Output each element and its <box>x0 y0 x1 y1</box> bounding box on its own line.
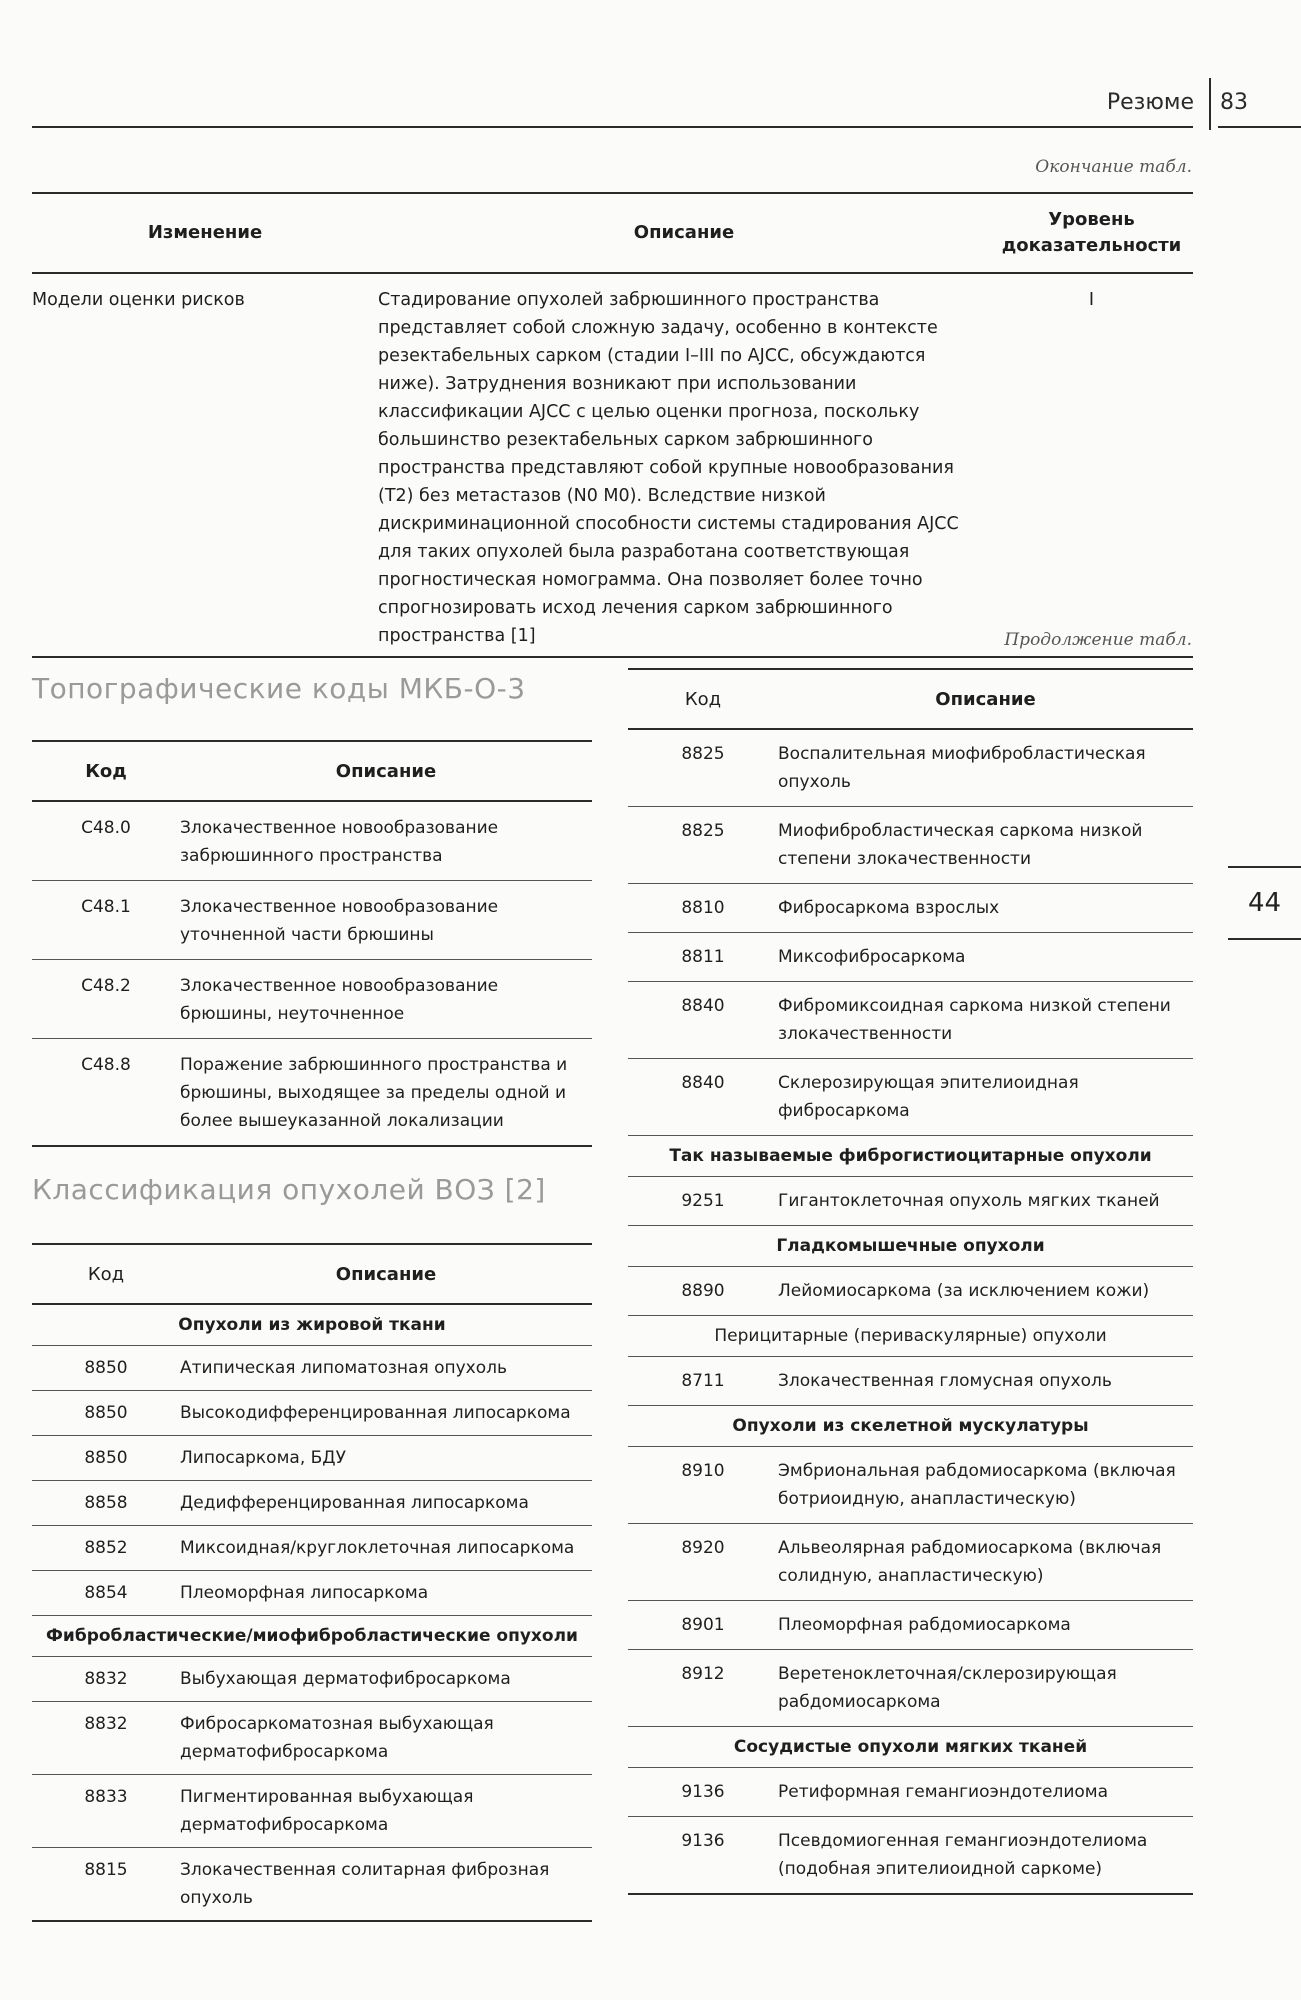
desc-cell: Злокачественное новообразование уточненной части брюшины <box>180 881 592 960</box>
table-row <box>32 1848 592 1922</box>
desc-cell: Воспалительная миофибробластическая опухоль <box>778 729 1193 807</box>
table-row <box>32 1391 592 1436</box>
evidence-table-header <box>32 193 1193 273</box>
table-row <box>32 1571 592 1616</box>
desc-cell: Псевдомиогенная гемангиоэндотелиома (подобная эпителиоидной саркоме) <box>778 1817 1193 1895</box>
table-row <box>32 801 592 881</box>
who-table-header <box>32 1244 592 1304</box>
table-row <box>628 1267 1193 1316</box>
code-cell: 8833 <box>32 1775 180 1848</box>
level-cell: I <box>1088 290 1095 310</box>
code-cell: 8858 <box>32 1481 180 1526</box>
table-row <box>628 1357 1193 1406</box>
topography-table <box>32 740 592 1147</box>
group-title: Опухоли из скелетной мускулатуры <box>628 1406 1193 1447</box>
group-row <box>628 1316 1193 1357</box>
desc-cell: Злокачественное новообразование брюшины, неуточненное <box>180 960 592 1039</box>
group-title: Сосудистые опухоли мягких тканей <box>628 1727 1193 1768</box>
table-row <box>32 1702 592 1775</box>
col-evidence-level: Уровень доказательности <box>990 193 1193 273</box>
code-cell: 8850 <box>32 1346 180 1391</box>
table-row <box>32 1657 592 1702</box>
table-row <box>628 807 1193 884</box>
code-cell: 8890 <box>628 1267 778 1316</box>
code-cell: 8852 <box>32 1526 180 1571</box>
desc-cell: Атипическая липоматозная опухоль <box>180 1346 592 1391</box>
table-row <box>32 1481 592 1526</box>
evidence-table <box>32 192 1193 658</box>
code-cell: 8811 <box>628 933 778 982</box>
code-cell: 8840 <box>628 982 778 1059</box>
code-cell: 8920 <box>628 1524 778 1601</box>
table-row <box>628 933 1193 982</box>
header-divider <box>1209 78 1211 130</box>
code-cell: C48.1 <box>32 881 180 960</box>
table-row <box>628 1447 1193 1524</box>
desc-cell: Эмбриональная рабдомиосаркома (включая ботриоидную, анапластическую) <box>778 1447 1193 1524</box>
desc-cell: Злокачественная солитарная фиброзная опухоль <box>180 1848 592 1922</box>
table-row <box>628 1768 1193 1817</box>
table-row <box>32 1039 592 1147</box>
header-rule-right <box>1218 126 1301 128</box>
desc-cell: Плеоморфная липосаркома <box>180 1571 592 1616</box>
who-classification-title: Классификация опухолей ВОЗ [2] <box>32 1173 546 1206</box>
group-row <box>32 1616 592 1657</box>
table-row <box>628 982 1193 1059</box>
group-row <box>628 1727 1193 1768</box>
desc-cell: Ретиформная гемангиоэндотелиома <box>778 1768 1193 1817</box>
col-change: Изменение <box>32 193 378 273</box>
table-row <box>628 1059 1193 1136</box>
desc-cell: Выбухающая дерматофибросаркома <box>180 1657 592 1702</box>
desc-cell: Плеоморфная рабдомиосаркома <box>778 1601 1193 1650</box>
code-cell: C48.8 <box>32 1039 180 1147</box>
group-title: Так называемые фиброгистиоцитарные опухоли <box>628 1136 1193 1177</box>
table-row <box>628 1817 1193 1895</box>
group-title: Перицитарные (периваскулярные) опухоли <box>628 1316 1193 1357</box>
col-description: Описание <box>778 669 1193 729</box>
code-cell: 9136 <box>628 1817 778 1895</box>
code-cell: 8810 <box>628 884 778 933</box>
code-cell: 8840 <box>628 1059 778 1136</box>
desc-cell: Высокодифференцированная липосаркома <box>180 1391 592 1436</box>
table-row <box>628 1524 1193 1601</box>
desc-cell: Фибросаркома взрослых <box>778 884 1193 933</box>
group-row <box>628 1226 1193 1267</box>
desc-cell: Поражение забрюшинного пространства и брюшины, выходящее за пределы одной и более вышеуказанной локализации <box>180 1039 592 1147</box>
group-title: Фибробластические/миофибробластические опухоли <box>32 1616 592 1657</box>
header-rule <box>32 126 1193 128</box>
code-cell: 8850 <box>32 1391 180 1436</box>
code-cell: 8912 <box>628 1650 778 1727</box>
code-cell: C48.0 <box>32 801 180 881</box>
table-row <box>32 1346 592 1391</box>
table-row <box>32 1526 592 1571</box>
desc-cell: Фибросаркоматозная выбухающая дерматофибросаркома <box>180 1702 592 1775</box>
running-title: Резюме <box>1106 90 1194 115</box>
chapter-tab: 44 <box>1228 866 1301 940</box>
code-cell: 8825 <box>628 729 778 807</box>
desc-cell: Злокачественное новообразование забрюшинного пространства <box>180 801 592 881</box>
group-row <box>628 1136 1193 1177</box>
topography-table-header <box>32 741 592 801</box>
group-row <box>628 1406 1193 1447</box>
continuation-caption: Продолжение табл. <box>1004 630 1192 650</box>
code-cell: 8815 <box>32 1848 180 1922</box>
desc-cell: Миофибробластическая саркома низкой степени злокачественности <box>778 807 1193 884</box>
desc-cell: Фибромиксоидная саркома низкой степени злокачественности <box>778 982 1193 1059</box>
col-description: Описание <box>180 741 592 801</box>
group-title: Гладкомышечные опухоли <box>628 1226 1193 1267</box>
continued-table-header <box>628 669 1193 729</box>
table-row <box>628 1601 1193 1650</box>
desc-cell: Пигментированная выбухающая дерматофибросаркома <box>180 1775 592 1848</box>
col-code: Код <box>628 669 778 729</box>
desc-cell: Липосаркома, БДУ <box>180 1436 592 1481</box>
code-cell: 8832 <box>32 1657 180 1702</box>
col-code: Код <box>32 1244 180 1304</box>
desc-cell: Альвеолярная рабдомиосаркома (включая солидную, анапластическую) <box>778 1524 1193 1601</box>
col-description: Описание <box>378 193 990 273</box>
code-cell: 8711 <box>628 1357 778 1406</box>
table-row <box>32 960 592 1039</box>
code-cell: 8832 <box>32 1702 180 1775</box>
desc-cell: Склерозирующая эпителиоидная фибросаркома <box>778 1059 1193 1136</box>
table-row <box>628 1650 1193 1727</box>
desc-cell: Лейомиосаркома (за исключением кожи) <box>778 1267 1193 1316</box>
table-row <box>32 881 592 960</box>
table-row <box>32 1436 592 1481</box>
table-row <box>32 273 1193 657</box>
top-table-caption: Окончание табл. <box>1035 157 1192 177</box>
group-row <box>32 1304 592 1346</box>
table-row <box>32 1775 592 1848</box>
topography-title: Топографические коды МКБ-О-3 <box>32 672 526 705</box>
group-title: Опухоли из жировой ткани <box>32 1304 592 1346</box>
code-cell: 8825 <box>628 807 778 884</box>
page-number: 83 <box>1220 90 1248 115</box>
desc-cell: Миксоидная/круглоклеточная липосаркома <box>180 1526 592 1571</box>
col-description: Описание <box>180 1244 592 1304</box>
code-cell: 8901 <box>628 1601 778 1650</box>
code-cell: C48.2 <box>32 960 180 1039</box>
table-row <box>628 729 1193 807</box>
desc-cell: Миксофибросаркома <box>778 933 1193 982</box>
who-table-continued <box>628 668 1193 1895</box>
desc-cell: Злокачественная гломусная опухоль <box>778 1357 1193 1406</box>
desc-cell: Гигантоклеточная опухоль мягких тканей <box>778 1177 1193 1226</box>
table-row <box>628 1177 1193 1226</box>
code-cell: 9136 <box>628 1768 778 1817</box>
who-table <box>32 1243 592 1922</box>
code-cell: 8854 <box>32 1571 180 1616</box>
code-cell: 9251 <box>628 1177 778 1226</box>
description-cell: Стадирование опухолей забрюшинного пространства представляет собой сложную задачу, особенно в контексте резектабельных сарком (стадии I–III по AJCC, обсуждаются ниже). Затруднения возникают при использовании классификации AJCC с целью оценки прогноза, поскольку большинство резектабельных сарком забрюшинного пространства представляют собой крупные новообразования (T2) без метастазов (N0 M0). Вследствие низкой дискриминационной способности системы стадирования AJCC для таких опухолей была разработана соответствующая прогностическая номограмма. Она позволяет более точно спрогнозировать исход лечения сарком забрюшинного пространства [1] <box>378 290 959 646</box>
code-cell: 8910 <box>628 1447 778 1524</box>
table-row <box>628 884 1193 933</box>
col-code: Код <box>32 741 180 801</box>
desc-cell: Дедифференцированная липосаркома <box>180 1481 592 1526</box>
desc-cell: Веретеноклеточная/склерозирующая рабдомиосаркома <box>778 1650 1193 1727</box>
change-cell: Модели оценки рисков <box>32 290 245 310</box>
code-cell: 8850 <box>32 1436 180 1481</box>
